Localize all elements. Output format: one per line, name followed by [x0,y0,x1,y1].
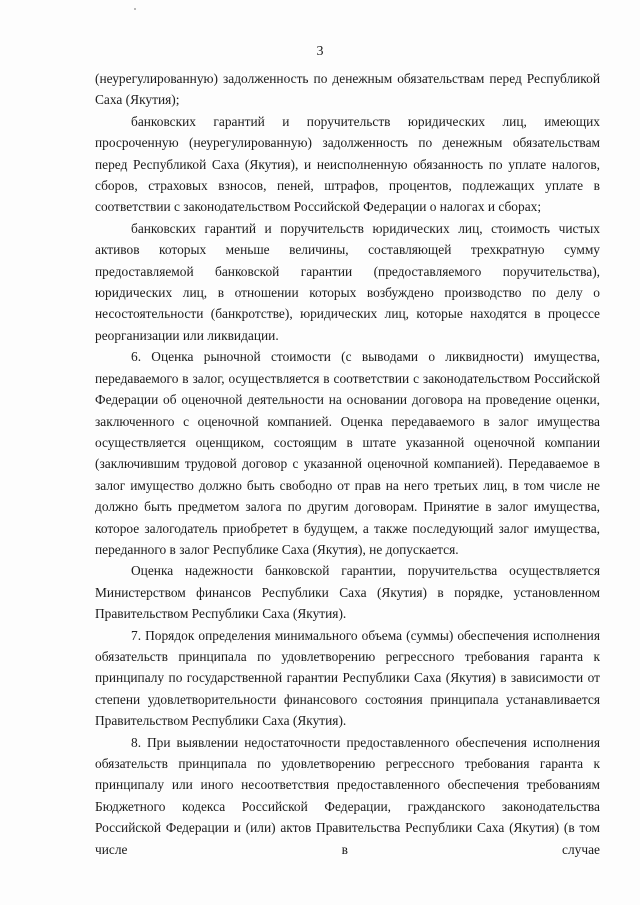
paragraph-continuation: (неурегулированную) задолженность по денежным обязательствам перед Республикой Саха (Якутия); [95,71,600,108]
document-body [95,68,600,860]
paragraph-item-8: 8. При выявлении недостаточности предоставленного обеспечения исполнения обязательств принципала по удовлетворению регрессного требования гаранта к принципалу или иного несоответствия предоставленного обеспечения требованиям Бюджетного кодекса Российской Федерации, гражданского законодательства Российской Федерации и (или) актов Правительства Республики Саха (Якутия) (в том числе в случае [95,734,600,857]
paragraph-bank-guarantees-overdue: банковских гарантий и поручительств юридических лиц, имеющих просроченную (неурегулированную) задолженность по денежным обязательствам перед Республикой Саха (Якутия), и неисполненную обязанность по уплате налогов, сборов, страховых взносов, пеней, штрафов, процентов, подлежащих уплате в соответствии с законодательством Российской Федерации о налогах и сборах; [95,113,600,215]
paragraph-item-7: 7. Порядок определения минимального объема (суммы) обеспечения исполнения обязательств принципала по удовлетворению регрессного требования гаранта к принципалу по государственной гарантии Республики Саха (Якутия) в зависимости от степени удовлетворительности финансового состояния принципала устанавливается Правительством Республики Саха (Якутия). [95,627,600,729]
paragraph-guarantee-reliability: Оценка надежности банковской гарантии, поручительства осуществляется Министерством финансов Республики Саха (Якутия) в порядке, установленном Правительством Республики Саха (Якутия). [95,563,600,622]
page-number: 3 [316,44,324,59]
paragraph-bank-guarantees-net-assets: банковских гарантий и поручительств юридических лиц, стоимость чистых активов которых меньше величины, составляющей трехкратную сумму предоставляемой банковской гарантии (предоставляемого поручительства), юридических лиц, в отношении которых возбуждено производство по делу о несостоятельности (банкротстве), юридических лиц, которые находятся в процессе реорганизации или ликвидации. [95,220,600,343]
scan-speck [134,8,136,10]
paragraph-item-6: 6. Оценка рыночной стоимости (с выводами о ликвидности) имущества, передаваемого в залог, осуществляется в соответствии с законодательством Российской Федерации об оценочной деятельности на основании договора на проведение оценки, заключенного с оценочной компанией. Оценка передаваемого в залог имущества осуществляется оценщиком, состоящим в штате указанной оценочной компании (заключившим трудовой договор с указанной оценочной компанией). Передаваемое в залог имущество должно быть свободно от прав на него третьих лиц, в том числе не должно быть предметом залога по другим договорам. Принятие в залог имущества, которое залогодатель приобретет в будущем, а также последующий залог имущества, переданного в залог Республике Саха (Якутия), не допускается. [95,349,600,557]
